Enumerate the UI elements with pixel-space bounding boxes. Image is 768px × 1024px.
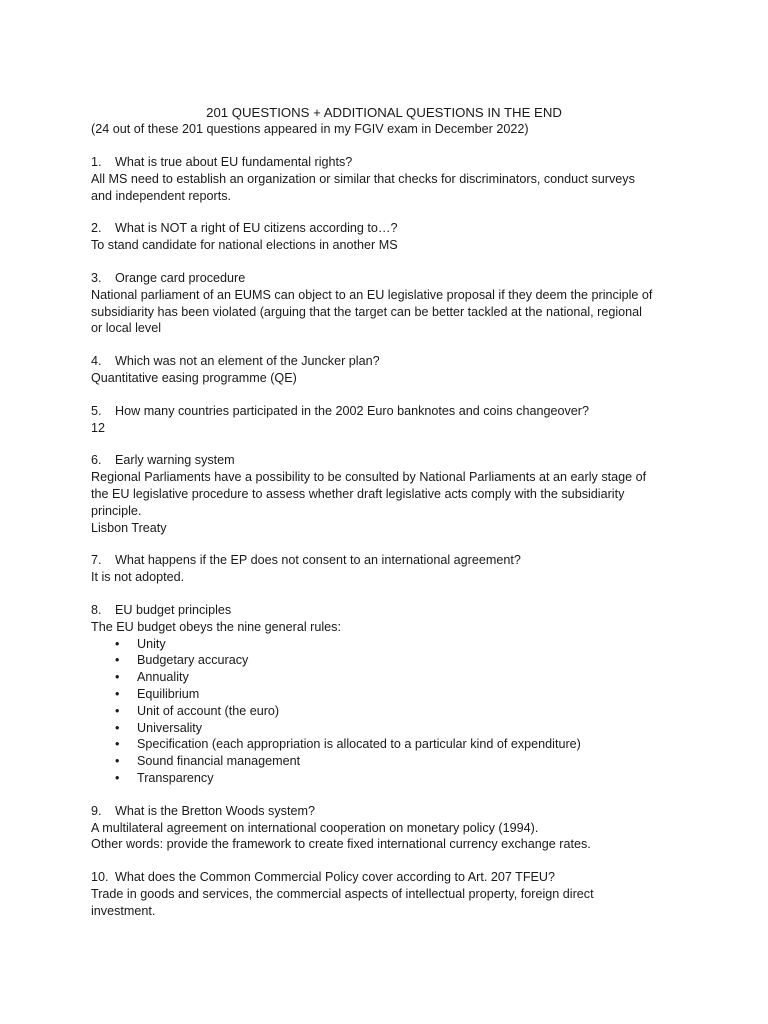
bullet-icon: • — [115, 636, 120, 651]
question-line — [91, 353, 691, 370]
answer-line: investment. — [91, 903, 156, 918]
bullet-icon: • — [115, 670, 120, 685]
answer-line: Regional Parliaments have a possibility to be consulted by National Parliaments at an early stage of — [91, 470, 647, 485]
answer-line: It is not adopted. — [91, 570, 185, 585]
answer-line: The EU budget obeys the nine general rules: — [91, 619, 341, 634]
question-text: What does the Common Commercial Policy cover according to Art. 207 TFEU? — [115, 870, 556, 885]
question-number: 3. — [91, 270, 102, 285]
question-line — [91, 602, 691, 619]
question-block — [91, 803, 691, 853]
question-line — [91, 803, 691, 820]
list-item — [91, 652, 691, 669]
list-item — [91, 686, 691, 703]
question-number: 2. — [91, 221, 102, 236]
question-number: 10. — [91, 870, 109, 885]
question-block — [91, 353, 691, 387]
question-block — [91, 220, 691, 254]
answer-line: All MS need to establish an organization or similar that checks for discriminators, conduct surveys — [91, 171, 635, 186]
question-line — [91, 270, 691, 287]
question-text: What is the Bretton Woods system? — [115, 803, 315, 818]
question-block — [91, 869, 691, 919]
question-number: 1. — [91, 155, 102, 169]
question-number: 5. — [91, 403, 102, 418]
list-item-text: Specification (each appropriation is allocated to a particular kind of expenditure) — [137, 737, 581, 752]
answer-line: subsidiarity has been violated (arguing that the target can be better tackled at the national, regional — [91, 304, 642, 319]
answer-line: Other words: provide the framework to create fixed international currency exchange rates. — [91, 837, 591, 852]
answer-line: or local level — [91, 321, 161, 336]
question-text: How many countries participated in the 2002 Euro banknotes and coins changeover? — [115, 403, 589, 418]
question-line — [91, 220, 691, 237]
list-item-text: Unit of account (the euro) — [137, 703, 280, 718]
budget-rules-list — [91, 636, 691, 787]
answer-line: 12 — [91, 420, 106, 435]
answer-line: National parliament of an EUMS can object to an EU legislative proposal if they deem the principle of — [91, 287, 653, 302]
question-text: Early warning system — [115, 453, 235, 468]
answer-line: Lisbon Treaty — [91, 520, 167, 535]
list-item — [91, 703, 691, 720]
question-block — [91, 403, 691, 437]
question-block — [91, 154, 691, 204]
list-item-text: Annuality — [137, 670, 189, 685]
question-number: 8. — [91, 602, 102, 617]
question-number: 9. — [91, 803, 102, 818]
question-number: 4. — [91, 354, 102, 369]
bullet-icon: • — [115, 720, 120, 735]
answer-line: A multilateral agreement on international cooperation on monetary policy (1994). — [91, 820, 539, 835]
question-text: What happens if the EP does not consent to an international agreement? — [115, 553, 521, 568]
answer-line: and independent reports. — [91, 188, 232, 203]
list-item-text: Sound financial management — [137, 754, 301, 769]
document-header — [0, 104, 768, 138]
bullet-icon: • — [115, 737, 120, 752]
question-block — [91, 270, 691, 337]
question-text: EU budget principles — [115, 602, 232, 617]
list-item-text: Equilibrium — [137, 686, 200, 701]
list-item — [91, 669, 691, 686]
bullet-icon: • — [115, 653, 120, 668]
question-text: Which was not an element of the Juncker plan? — [115, 354, 380, 369]
question-block — [91, 602, 691, 787]
list-item — [91, 720, 691, 737]
list-item-text: Transparency — [137, 770, 214, 785]
list-item — [91, 770, 691, 787]
answer-line: Quantitative easing programme (QE) — [91, 370, 297, 385]
answer-line: To stand candidate for national elections in another MS — [91, 238, 398, 253]
bullet-icon: • — [115, 686, 120, 701]
list-item — [91, 636, 691, 653]
question-line — [91, 869, 691, 886]
question-text: What is true about EU fundamental rights? — [115, 155, 353, 169]
question-text: What is NOT a right of EU citizens according to…? — [115, 221, 398, 236]
answer-line: the EU legislative procedure to assess whether draft legislative acts comply with the subsidiarity — [91, 486, 625, 501]
question-block — [91, 452, 691, 536]
question-line — [91, 452, 691, 469]
question-line — [91, 552, 691, 569]
list-item-text: Unity — [137, 636, 166, 651]
question-number: 7. — [91, 553, 102, 568]
question-number: 6. — [91, 453, 102, 468]
list-item-text: Budgetary accuracy — [137, 653, 249, 668]
question-line — [91, 403, 691, 420]
list-item — [91, 753, 691, 770]
question-block — [91, 552, 691, 586]
answer-line: principle. — [91, 503, 142, 518]
bullet-icon: • — [115, 754, 120, 769]
question-line — [91, 154, 691, 171]
bullet-icon: • — [115, 703, 120, 718]
list-item-text: Universality — [137, 720, 203, 735]
bullet-icon: • — [115, 770, 120, 785]
question-list — [91, 154, 691, 935]
document-subtitle: (24 out of these 201 questions appeared in my FGIV exam in December 2022) — [91, 122, 529, 136]
answer-line: Trade in goods and services, the commercial aspects of intellectual property, foreign direct — [91, 886, 594, 901]
document-title: 201 QUESTIONS + ADDITIONAL QUESTIONS IN THE END — [206, 105, 562, 120]
question-text: Orange card procedure — [115, 270, 246, 285]
list-item — [91, 736, 691, 753]
